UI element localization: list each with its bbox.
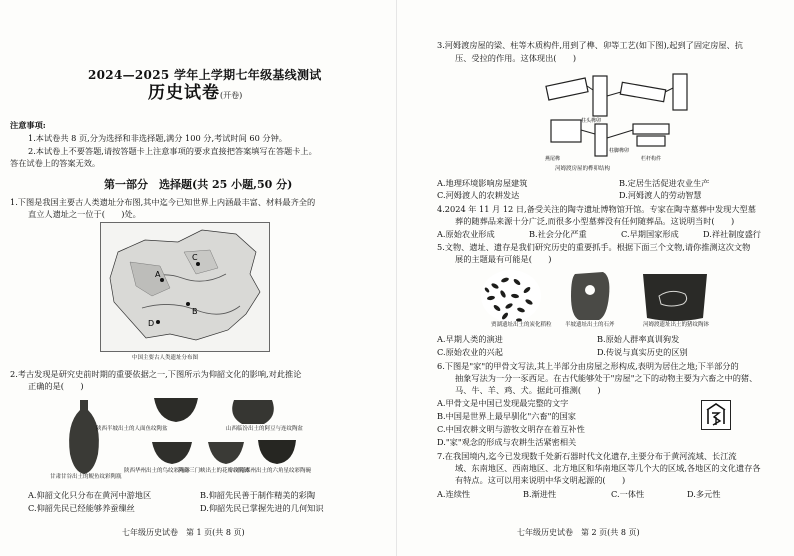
pottery-bowl-2 <box>208 442 244 464</box>
pottery-caption-1: 陕西半坡出土的人面鱼纹陶盆 <box>96 426 168 432</box>
map-label-a: A <box>155 270 161 279</box>
joint-label-1: 柱头榫卯 <box>581 118 602 124</box>
footer-left: 七年级历史试卷 第 1 页(共 8 页) <box>122 528 245 537</box>
map-site-b <box>186 302 190 306</box>
joint-label-2: 柱脚榫卯 <box>609 148 630 154</box>
q3-text-1: 3.河姆渡房屋的梁、柱等木质构件,用到了榫、卯等工艺(如下图),起到了固定房屋、抗 <box>437 40 743 50</box>
q7-text-1: 7.在我国境内,迄今已发现数千处新石器时代文化遗存,主要分布于黄河流域、长江流 <box>437 451 737 461</box>
q5-option-d: D.传说与真实历史的区别 <box>597 347 688 357</box>
q5-option-b: B.原始人群率真训狗发 <box>597 334 680 344</box>
q5-text-1: 5.文物、遗址、遗存是我们研究历史的重要抓手。根据下面三个文物,请你推测这次文物 <box>437 242 751 252</box>
oracle-bone-jia-icon <box>701 400 731 430</box>
q3-text-2: 压、受拉的作用。这体现出( ) <box>455 53 577 63</box>
notice-2b: 答在试卷上的答案无效。 <box>10 158 101 168</box>
q6-text-2: 抽象写法为一分一豕西足。在古代能够处于"房屋"之下的动物主要为六畜之中的猪、 <box>455 373 758 383</box>
stone-axe-image <box>571 272 609 320</box>
map-label-c: C <box>192 253 198 262</box>
pig-pottery-image <box>643 274 707 321</box>
q7-text-2: 域、东南地区、西南地区、北方地区和华南地区等几个大的区域,各地区的文化遗存各 <box>455 463 761 473</box>
q2-text-2: 正确的是( ) <box>28 381 84 391</box>
q6-text-1: 6.下图是"家"的甲骨文写法,其上半部分由房屋之形构成,表明为居住之地;下半部分的 <box>437 361 739 371</box>
footer-right: 七年级历史试卷 第 2 页(共 8 页) <box>517 528 640 537</box>
q4-text-1: 4.2024 年 11 月 12 日,备受关注的陶寺遗址博物馆开馆。专家在陶寺墓葬中发现大型墓 <box>437 204 756 214</box>
pottery-caption-4: 陕西华州出土的鸟纹彩陶钵 <box>124 468 191 474</box>
exam-subtitle <box>148 83 243 103</box>
artifact-caption-2: 半坡遗址出土的石斧 <box>565 322 615 328</box>
pottery-caption-6: 河南郑州出土的六角星纹彩陶碗 <box>234 468 312 474</box>
q1-text-2: 直立人遗址之一位于( )处。 <box>28 209 141 219</box>
subtitle-text: 历史试卷 <box>148 83 220 103</box>
q4-text-2: 葬的随葬品来源十分广泛,而很多小型墓葬没有任何随葬品。这说明当时( ) <box>455 216 735 226</box>
exam-title: 2024—2025 学年上学期七年级基线测试 <box>88 68 322 82</box>
map-label-b: B <box>192 307 198 316</box>
pottery-bowl-3 <box>258 440 296 464</box>
pottery-bowl-1 <box>152 442 192 464</box>
pottery-basin-2 <box>232 400 274 424</box>
pottery-caption-3: 甘肃甘谷出土的鲵鱼纹彩陶瓶 <box>50 474 122 480</box>
map-caption: 中国主要古人类遗址分布图 <box>132 355 199 361</box>
ancient-sites-map <box>100 222 270 352</box>
q2-option-b: B.仰韶先民善于制作精美的彩陶 <box>200 490 316 500</box>
q5-option-a: A.早期人类的演进 <box>437 334 503 344</box>
q6-option-b: B.中国是世界上最早驯化"六畜"的国家 <box>437 411 576 421</box>
notice-heading: 注意事项: <box>10 120 46 130</box>
q5-text-2: 展的主题最有可能是( ) <box>455 254 552 264</box>
section-title: 第一部分 选择题(共 25 小题,50 分) <box>104 178 293 191</box>
q7-option-a: A.连续性 <box>437 489 471 499</box>
artifact-caption-1: 贾湖遗址出土的炭化稻粒 <box>491 322 552 328</box>
q2-text-1: 2.考古发现是研究史前时期的重要依据之一,下图所示为仰韶文化的影响,对此推论 <box>10 369 302 379</box>
q7-option-b: B.渐进性 <box>523 489 557 499</box>
q6-option-c: C.中国农耕文明与游牧文明存在着互补性 <box>437 424 585 434</box>
q7-option-d: D.多元性 <box>687 489 721 499</box>
q3-option-c: C.河姆渡人的农耕发达 <box>437 190 520 200</box>
subtitle-note: (开卷) <box>220 91 243 100</box>
q7-option-c: C.一体性 <box>611 489 645 499</box>
joint-label-4: 栏杆构件 <box>641 156 662 162</box>
map-label-d: D <box>148 319 155 328</box>
q7-text-3: 有特点。这可以用来说明中华文明起源的( ) <box>455 475 626 485</box>
q3-option-a: A.地理环境影响房屋建筑 <box>437 178 528 188</box>
q2-option-c: C.仰韶先民已经能够养蚕缫丝 <box>28 503 135 513</box>
q2-option-d: D.仰韶先民已掌握先进的几何知识 <box>200 503 324 513</box>
q3-option-d: D.河姆渡人的劳动智慧 <box>619 190 702 200</box>
carbonized-rice-image <box>481 270 541 322</box>
map-site-c <box>196 262 200 266</box>
map-site-d <box>156 320 160 324</box>
pottery-basin-1 <box>154 398 198 422</box>
q4-option-b: B.社会分化严重 <box>529 229 587 239</box>
pottery-caption-5: 河南三门峡出土的花瓣纹陶钵 <box>178 468 250 474</box>
q6-option-d: D."家"观念的形成与农耕生活紧密相关 <box>437 437 577 447</box>
notice-2a: 2.本试卷上不要答题,请按答题卡上注意事项的要求直接把答案填写在答题卡上。 <box>28 146 317 156</box>
q4-option-d: D.祥社制度盛行 <box>703 229 761 239</box>
pottery-caption-2: 山西临汾出土的阿豆与连纹陶盆 <box>226 426 304 432</box>
q5-option-c: C.原始农业的兴起 <box>437 347 503 357</box>
q6-text-3: 马、牛、羊、鸡、犬。据此可推测( ) <box>455 385 601 395</box>
q1-text-1: 1.下图是我国主要古人类遗址分布图,其中迄今已知世界上内涵最丰富、材料最齐全的 <box>10 197 316 207</box>
mortise-tenon-figure <box>537 68 707 166</box>
q4-option-a: A.原始农业形成 <box>437 229 495 239</box>
joint-label-3: 燕尾榫 <box>545 156 561 162</box>
page-right <box>397 0 794 556</box>
pottery-bottle <box>69 400 99 474</box>
notice-1: 1.本试卷共 8 页,分为选择和非选择题,满分 100 分,考试时间 60 分钟。 <box>28 133 287 143</box>
artifact-caption-3: 河姆渡遗址出土的猪纹陶钵 <box>643 322 710 328</box>
q4-option-c: C.早期国家形成 <box>621 229 679 239</box>
q6-option-a: A.甲骨文是中国已发现最完整的文字 <box>437 398 569 408</box>
artifacts-figure <box>475 266 715 326</box>
q2-option-a: A.仰韶文化只分布在黄河中游地区 <box>28 490 152 500</box>
map-site-a <box>160 278 164 282</box>
joint-caption: 河姆渡房屋的榫卯结构 <box>555 166 611 172</box>
q3-option-b: B.定居生活促进农业生产 <box>619 178 710 188</box>
